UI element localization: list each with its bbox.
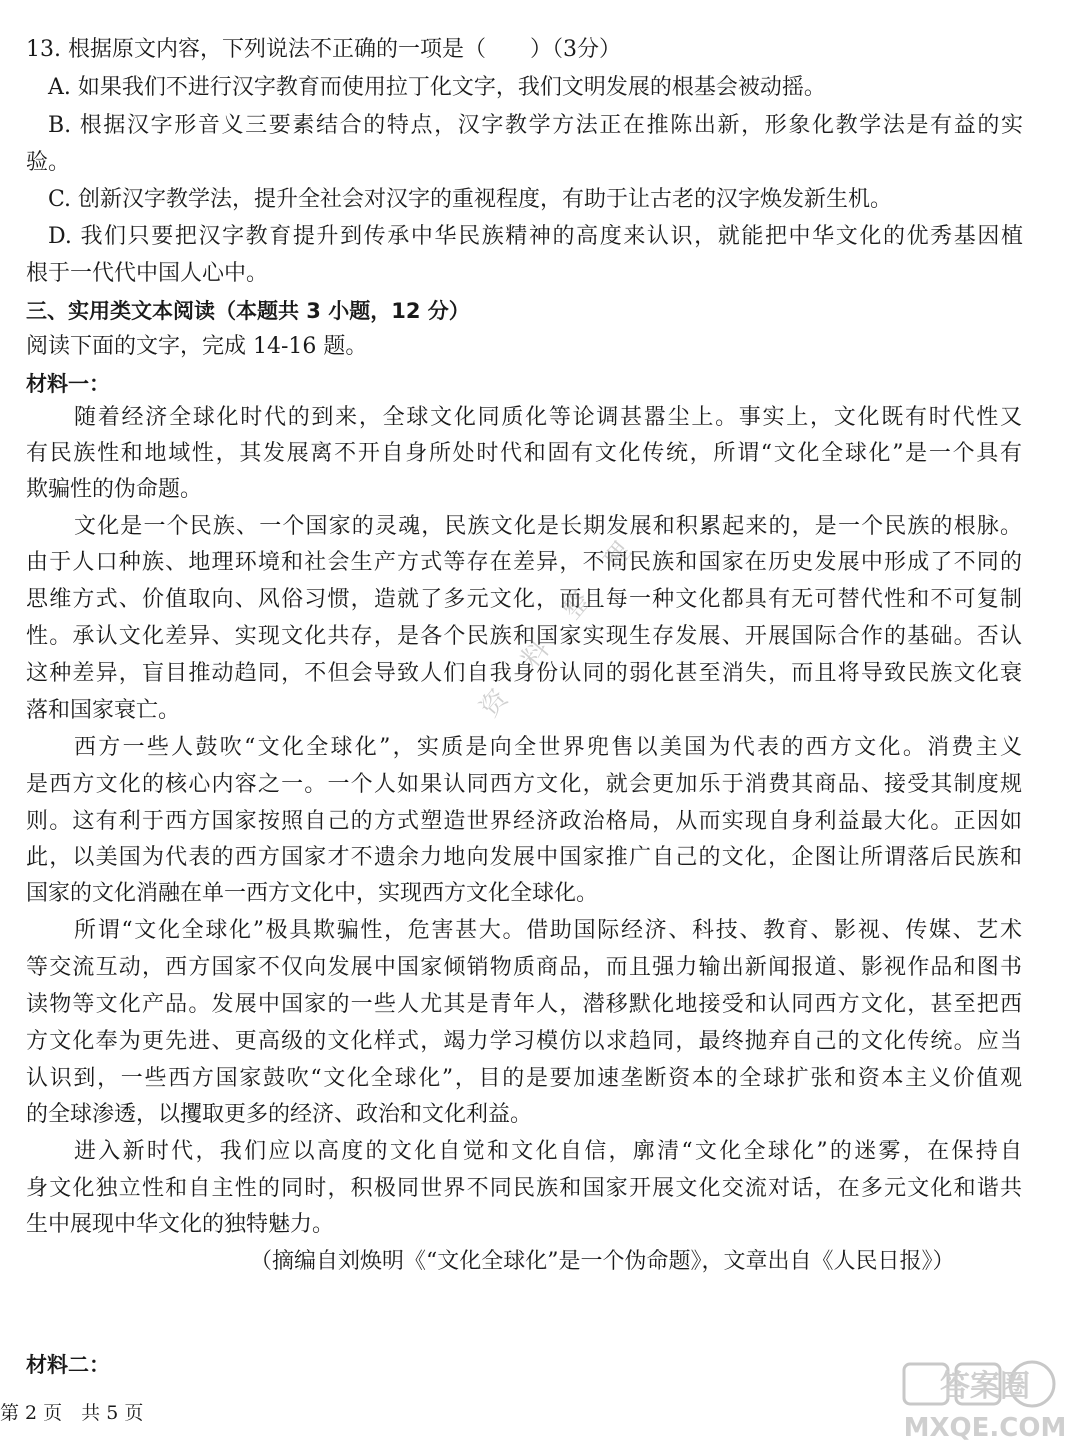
material1-source: （摘编自刘焕明《“文化全球化”是一个伪命题》，文章出自《人民日报》） xyxy=(250,1249,955,1274)
paragraph-line: 此，以美国为代表的西方国家才不遗余力地向发展中国家推广自己的文化，企图让所谓落后民族和 xyxy=(26,845,1022,870)
paragraph-line: 所谓“文化全球化”极具欺骗性，危害甚大。借助国际经济、科技、教育、影视、传媒、艺术 xyxy=(74,918,1022,943)
paragraph-line: 这种差异，盲目推动趋同，不但会导致人们自我身份认同的弱化甚至消失，而且将导致民族文化衰 xyxy=(26,661,1022,686)
material2-label: 材料二： xyxy=(26,1353,110,1377)
section-title: 三、实用类文本阅读（本题共 3 小题，12 分） xyxy=(26,299,470,323)
paragraph-line: 方文化奉为更先进、更高级的文化样式，竭力学习模仿以求趋同，最终抛弃自己的文化传统。应当 xyxy=(26,1029,1022,1054)
paragraph-line: 由于人口种族、地理环境和社会生产方式等存在差异，不同民族和国家在历史发展中形成了不同的 xyxy=(26,550,1022,575)
paragraph-line: 有民族性和地域性，其发展离不开自身所处时代和固有文化传统，所谓“文化全球化”是一个具有 xyxy=(26,441,1022,466)
watermark: 资料整理 xyxy=(474,507,663,724)
paragraph-line: 等交流互动，西方国家不仅向发展中国家倾销物质商品，而且强力输出新闻报道、影视作品和图书 xyxy=(26,955,1022,980)
paragraph-line: 认识到，一些西方国家鼓吹“文化全球化”，目的是要加速垄断资本的全球扩张和资本主义价值观 xyxy=(26,1066,1022,1091)
paragraph-line: 国家的文化消融在单一西方文化中，实现西方文化全球化。 xyxy=(26,881,599,906)
paragraph-line: 文化是一个民族、一个国家的灵魂，民族文化是长期发展和积累起来的，是一个民族的根脉。 xyxy=(74,514,1022,539)
paragraph-line: 思维方式、价值取向、风俗习惯，造就了多元文化，而且每一种文化都具有无可替代性和不可复制 xyxy=(26,587,1022,612)
material1-label: 材料一： xyxy=(26,372,110,396)
logo-bottom-text: MXQE.COM xyxy=(903,1413,1067,1443)
logo-top-text: 答案圈 xyxy=(940,1369,1030,1404)
paragraph-line: 进入新时代，我们应以高度的文化自觉和文化自信，廓清“文化全球化”的迷雾，在保持自 xyxy=(74,1139,1022,1164)
q13-option-b-line1: B. 根据汉字形音义三要素结合的特点，汉字教学方法正在推陈出新，形象化教学法是有益的实 xyxy=(48,113,1023,138)
paragraph-line: 随着经济全球化时代的到来，全球文化同质化等论调甚嚣尘上。事实上，文化既有时代性又 xyxy=(74,405,1022,430)
section-instruction: 阅读下面的文字，完成 14-16 题。 xyxy=(26,334,368,359)
q13-option-a: A. 如果我们不进行汉字教育而使用拉丁化文字，我们文明发展的根基会被动摇。 xyxy=(48,75,826,100)
page-footer: 第 2 页 共 5 页 xyxy=(0,1402,144,1424)
paragraph-line: 落和国家衰亡。 xyxy=(26,698,181,723)
q13-option-c: C. 创新汉字教学法，提升全社会对汉字的重视程度，有助于让古老的汉字焕发新生机。 xyxy=(48,187,893,212)
paragraph-line: 西方一些人鼓吹“文化全球化”，实质是向全世界兜售以美国为代表的西方文化。消费主义 xyxy=(74,735,1022,760)
paragraph-line: 读物等文化产品。发展中国家的一些人尤其是青年人，潜移默化地接受和认同西方文化，甚至把西 xyxy=(26,992,1022,1017)
mxqe-logo xyxy=(900,1358,1070,1444)
q13-option-b-line2: 验。 xyxy=(26,150,71,175)
paragraph-line: 性。承认文化差异、实现文化共存，是各个民族和国家实现生存发展、开展国际合作的基础。否认 xyxy=(26,624,1022,649)
paragraph-line: 欺骗性的伪命题。 xyxy=(26,477,203,502)
paragraph-line: 则。这有利于西方国家按照自己的方式塑造世界经济政治格局，从而实现自身利益最大化。正因如 xyxy=(26,809,1022,834)
q13-stem: 13. 根据原文内容，下列说法不正确的一项是（ ）（3分） xyxy=(26,37,621,62)
paragraph-line: 生中展现中华文化的独特魅力。 xyxy=(26,1212,335,1237)
q13-option-d-line2: 根于一代代中国人心中。 xyxy=(26,261,269,286)
q13-option-d-line1: D. 我们只要把汉字教育提升到传承中华民族精神的高度来认识，就能把中华文化的优秀基因植 xyxy=(48,224,1023,249)
paragraph-line: 身文化独立性和自主性的同时，积极同世界不同民族和国家开展文化交流对话，在多元文化和谐共 xyxy=(26,1176,1022,1201)
paragraph-line: 是西方文化的核心内容之一。一个人如果认同西方文化，就会更加乐于消费其商品、接受其制度规 xyxy=(26,772,1022,797)
paragraph-line: 的全球渗透，以攫取更多的经济、政治和文化利益。 xyxy=(26,1102,533,1127)
